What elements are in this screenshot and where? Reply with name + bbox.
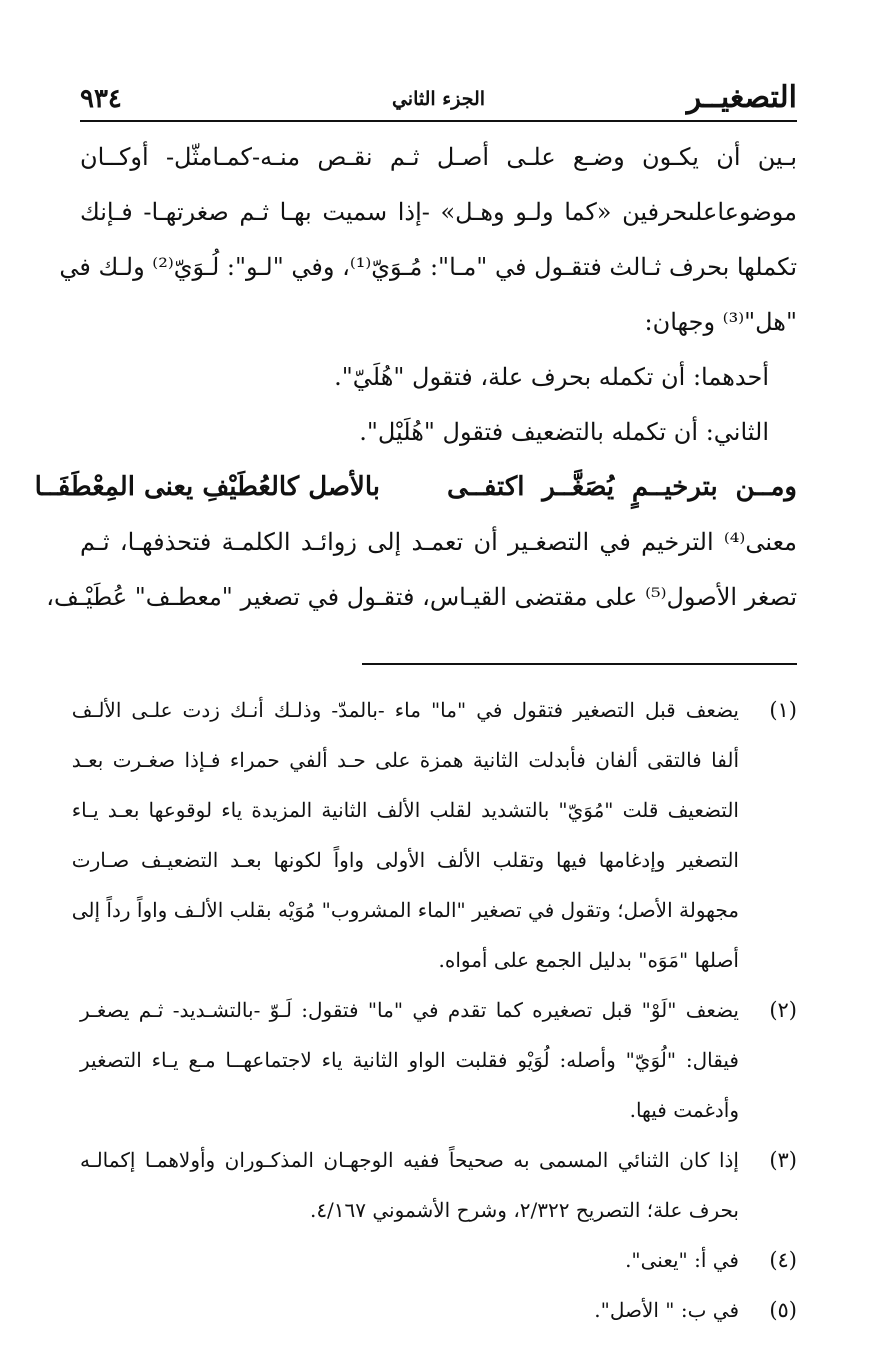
footnote <box>71 685 797 985</box>
footnote-line: فيقال: "لُوَيّ" وأصله: لُوَيْو فقلبت الواو الثانية ياء لاجتماعهــا مـع يـاء التصغير <box>80 1048 739 1072</box>
footnote-line: التصغير وإدغامها فيها وتقلب الألف الأولى واواً لكونها بعـد التضعيـف صـارت <box>71 848 739 872</box>
footnote-text <box>80 985 739 1135</box>
page-header <box>80 70 797 122</box>
verse-first-hemistich: ومــن بترخيــمٍ يُصَغَّــر اكتفــى <box>447 472 797 502</box>
text-line: بـين أن يكـون وضـع علـى أصـل ثـم نقـص منـه-كمـامثّل- أوكــان <box>80 143 797 171</box>
text-line: معنى⁽⁴⁾ الترخيم في التصغـير أن تعمـد إلى زوائـد الكلمـة فتحذفهـا، ثـم <box>80 528 797 556</box>
footnote-line: وأدغمت فيها. <box>629 1098 739 1122</box>
page-number: ٩٣٤ <box>80 84 122 114</box>
text-line: "هل"⁽³⁾ وجهان: <box>644 308 797 336</box>
footnote-number: (١) <box>769 698 797 722</box>
footnote-text <box>80 1135 739 1235</box>
footnote-text <box>72 685 739 985</box>
footnote-separator <box>362 663 797 665</box>
text-line-indented: أحدهما: أن تكمله بحرف علة، فتقول "هُلَيّ". <box>334 363 769 391</box>
verse-second-hemistich: بالأصل كالعُطَيْفِ يعنى المِعْطَفَــا <box>34 472 380 502</box>
text-line: تكملها بحرف ثـالث فتقـول في "مـا": مُـوَيّ⁽¹⁾، وفي "لـو": لُـوَيّ⁽²⁾ ولـك في <box>59 253 797 281</box>
footnote-number: (٤) <box>769 1248 797 1272</box>
chapter-title: التصغيــر <box>686 80 797 115</box>
footnote-line: التضعيف قلت "مُوَيّ" بالتشديد لقلب الألف الثانية المزيدة ياء لوقوعها بعـد يـاء <box>71 798 739 822</box>
footnote <box>80 985 797 1135</box>
footnote <box>80 1285 797 1335</box>
text-line: تصغر الأصول⁽⁵⁾ على مقتضى القيـاس، فتقـول في تصغير "معطـف" عُطَيْـف، <box>46 583 797 611</box>
footnote-line: يضعف "لَوْ" قبل تصغيره كما تقدم في "ما" فتقول: لَـوّ -بالتشـديد- ثـم يصغـر <box>80 998 739 1022</box>
footnote-number: (٢) <box>769 998 797 1022</box>
footnote-line: ألفا فالتقى ألفان فأبدلت الثانية همزة على حـد ألفي حمراء فـإذا صغـرت بعـد <box>71 748 739 772</box>
text-line-indented: الثاني: أن تكمله بالتضعيف فتقول "هُلَيْل". <box>359 418 769 446</box>
part-title: الجزء الثاني <box>391 88 486 110</box>
footnote-text <box>80 1285 739 1335</box>
poetry-verse <box>34 460 797 515</box>
footnote-line: إذا كان الثنائي المسمى به صحيحاً ففيه الوجهـان المذكـوران وأولاهمـا إكمالـه <box>80 1148 739 1172</box>
footnote-number: (٥) <box>769 1298 797 1322</box>
footnote-line: يضعف قبل التصغير فتقول في "ما" ماء -بالمدّ- وذلـك أنـك زدت علـى الألـف <box>71 698 739 722</box>
text-line: موضوعاعلىحرفين «كما ولـو وهـل» -إذا سميت بهـا ثـم صغرتهـا- فـإنك <box>80 198 797 226</box>
footnote-text <box>80 1235 739 1285</box>
main-text <box>34 130 797 625</box>
footnote-line: مجهولة الأصل؛ وتقول في تصغير "الماء المشروب" مُوَيْه بقلب الألـف واواً رداً إلى <box>71 898 739 922</box>
footnote-number: (٣) <box>769 1148 797 1172</box>
footnote-line: في أ: "يعنى". <box>625 1248 739 1272</box>
footnote-line: بحرف علة؛ التصريح ٢/٣٢٢، وشرح الأشموني ٤/١٦٧. <box>309 1198 739 1222</box>
footnote <box>80 1235 797 1285</box>
footnote <box>80 1135 797 1235</box>
footnote-line: في ب: " الأصل". <box>594 1298 739 1322</box>
book-page <box>34 70 797 1335</box>
footnote-line: أصلها "مَوَه" بدليل الجمع على أمواه. <box>438 948 739 972</box>
footnotes <box>71 685 797 1335</box>
